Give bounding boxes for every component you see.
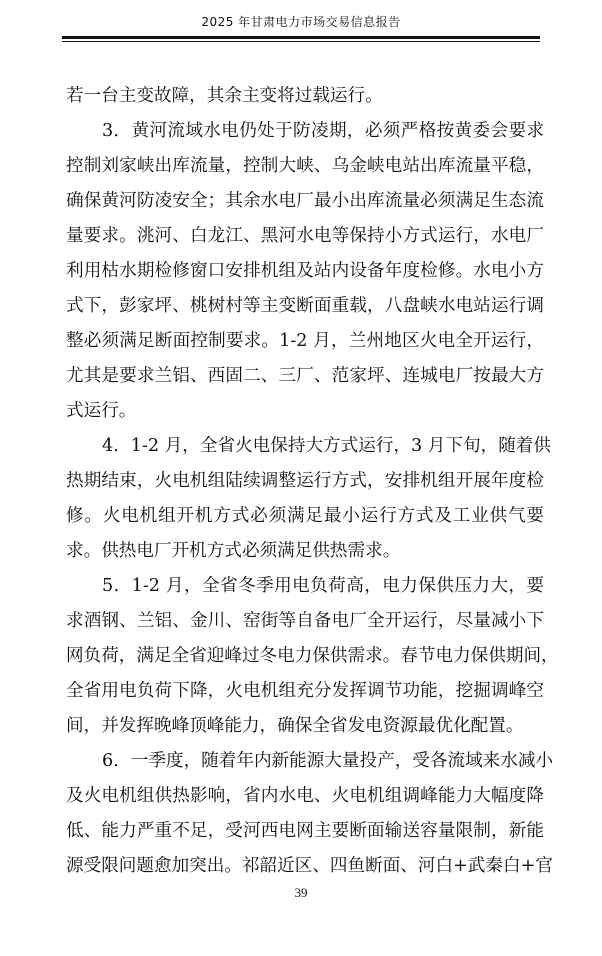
text-line: 整必须满足断面控制要求。1-2 月，兰州地区火电全开运行， — [66, 331, 544, 351]
text-line: 量要求。洮河、白龙江、黑河水电等保持小方式运行，水电厂 — [66, 226, 544, 246]
text-line: 热期结束，火电机组陆续调整运行方式，安排机组开展年度检 — [66, 471, 544, 491]
body-text — [66, 79, 559, 884]
text-line: 源受限问题愈加突出。祁韶近区、四鱼断面、河白+武秦白+官 — [66, 856, 553, 876]
text-line: 全省用电负荷下降，火电机组充分发挥调节功能，挖掘调峰空 — [66, 681, 544, 701]
text-line: 控制刘家峡出库流量，控制大峡、乌金峡电站出库流量平稳， — [66, 156, 544, 176]
text-line: 利用枯水期检修窗口安排机组及站内设备年度检修。水电小方 — [66, 261, 544, 281]
text-line: 确保黄河防凌安全；其余水电厂最小出库流量必须满足生态流 — [66, 191, 544, 211]
text-line: 修。火电机组开机方式必须满足最小运行方式及工业供气要 — [66, 506, 544, 526]
text-line: 间，并发挥晚峰顶峰能力，确保全省发电资源最优化配置。 — [66, 716, 524, 736]
header-rule-thin — [62, 41, 540, 42]
text-line: 尤其是要求兰铝、西固二、三厂、范家坪、连城电厂按最大方 — [66, 366, 544, 386]
text-line: 若一台主变故障，其余主变将过载运行。 — [66, 86, 383, 106]
text-line: 及火电机组供热影响，省内水电、火电机组调峰能力大幅度降 — [66, 786, 544, 806]
text-line: 4．1-2 月，全省火电保持大方式运行，3 月下旬，随着供 — [102, 436, 551, 456]
page-header: 2025 年甘肃电力市场交易信息报告 — [201, 15, 401, 29]
text-line: 低、能力严重不足，受河西电网主要断面输送容量限制，新能 — [66, 821, 544, 841]
text-line: 6．一季度，随着年内新能源大量投产，受各流域来水减小 — [102, 751, 554, 771]
header-rule-thick — [62, 36, 540, 39]
text-line: 式运行。 — [66, 401, 137, 421]
page-number: 39 — [294, 885, 308, 900]
text-line: 式下，彭家坪、桃树村等主变断面重载，八盘峡水电站运行调 — [66, 296, 544, 316]
text-line: 求。供热电厂开机方式必须满足供热需求。 — [66, 541, 401, 561]
text-line: 求酒钢、兰铝、金川、窑街等自备电厂全开运行，尽量减小下 — [66, 611, 544, 631]
text-line: 3．黄河流域水电仍处于防凌期，必须严格按黄委会要求 — [102, 121, 544, 141]
text-line: 网负荷，满足全省迎峰过冬电力保供需求。春节电力保供期间， — [66, 646, 559, 666]
text-line: 5．1-2 月，全省冬季用电负荷高，电力保供压力大，要 — [102, 576, 544, 596]
